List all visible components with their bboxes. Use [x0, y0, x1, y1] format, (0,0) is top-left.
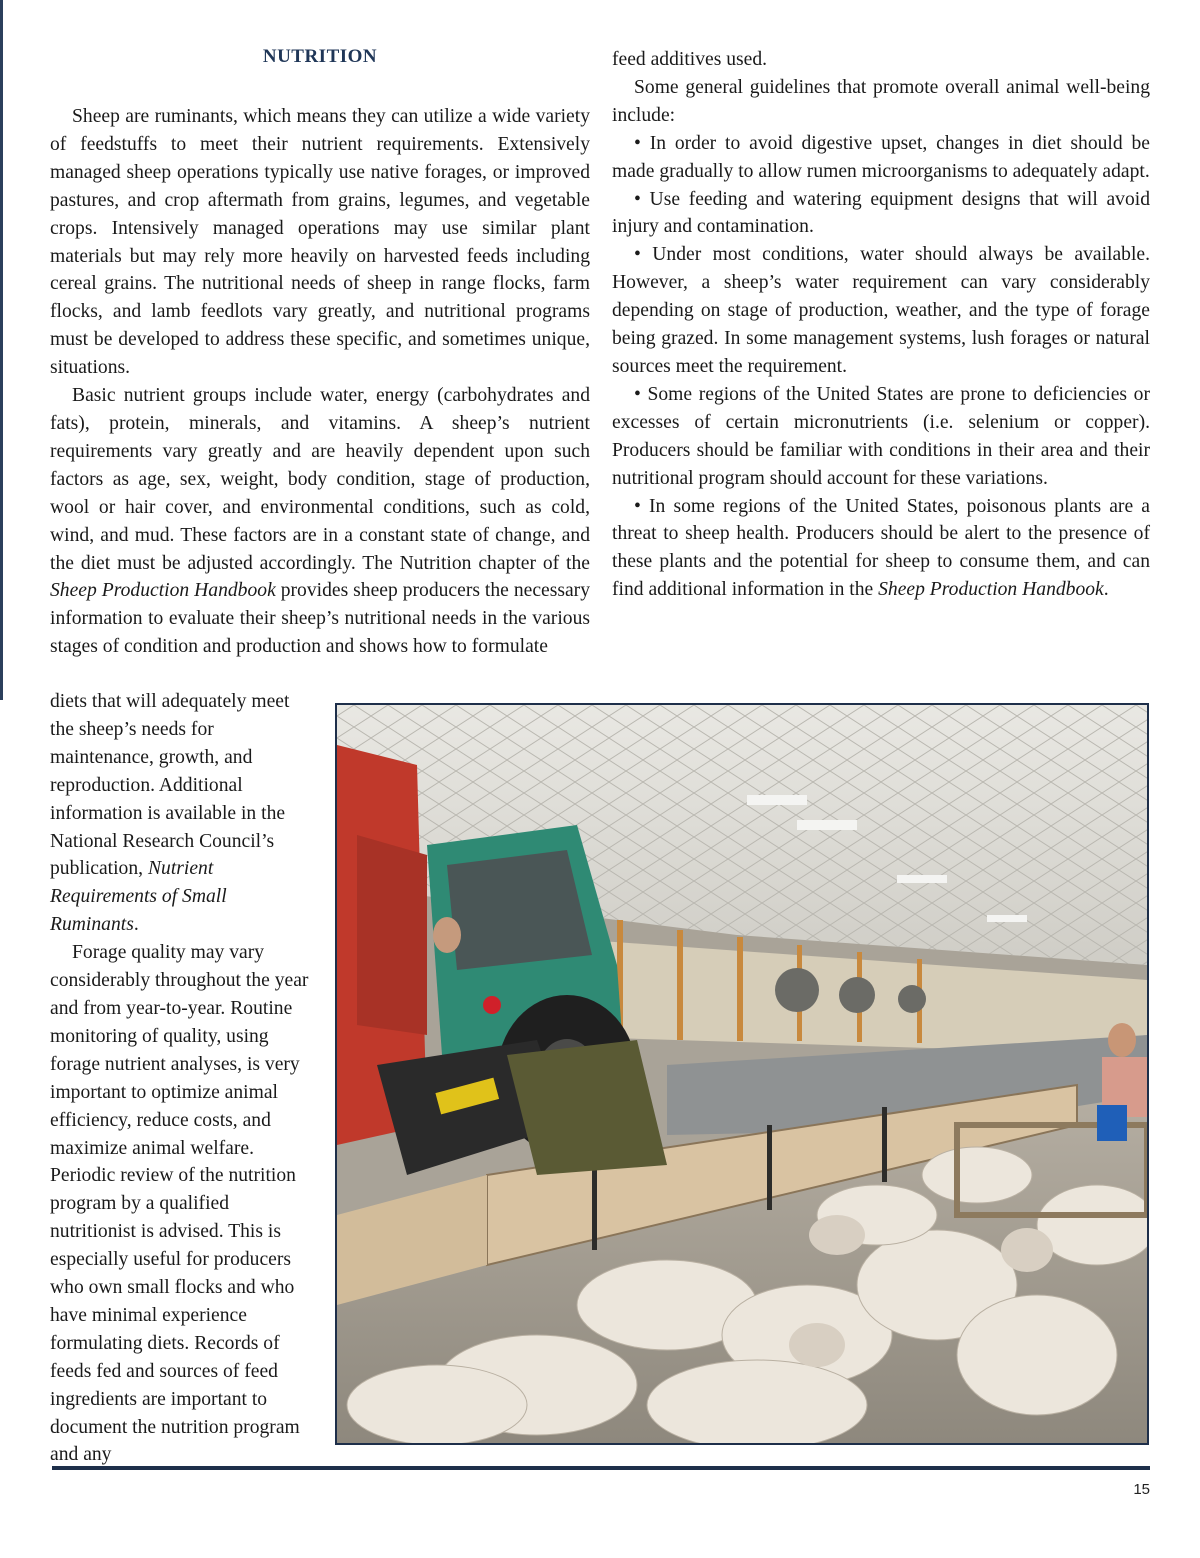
footer-rule: [52, 1466, 1150, 1470]
section-heading: NUTRITION: [262, 46, 378, 67]
paragraph-guidelines-intro: Some general guidelines that promote overall animal well-being include:: [612, 76, 1150, 126]
paragraph-text: • In some regions of the United States, poisonous plants are a threat to sheep health. Producers should be alert to the presence of these plants and the potential for sheep to consume them, and can find additional information in the: [612, 495, 1150, 601]
barn-feeding-photo: [335, 703, 1149, 1445]
guideline-bullet: • Use feeding and watering equipment designs that will avoid injury and contamination.: [612, 188, 1150, 238]
guideline-bullet: • In order to avoid digestive upset, changes in diet should be made gradually to allow rumen microorganisms to adequately adapt.: [612, 132, 1150, 182]
guideline-bullet: • Some regions of the United States are prone to deficiencies or excesses of certain micronutrients (i.e. selenium or copper). Producers should be familiar with conditions in their area and their nutritional program should account for these variations.: [612, 383, 1150, 489]
left-column-narrow: [50, 688, 317, 1469]
paragraph-forage-quality: Forage quality may vary considerably throughout the year and from year-to-year. Routine monitoring of quality, using forage nutrient analyses, is very important to optimize animal efficiency, reduce costs, and maximize animal welfare. Periodic review of the nutrition program by a qualified nutritionist is advised. This is especially useful for producers who own small flocks and who have minimal experience formulating diets. Records of feeds fed and sources of feed ingredients are important to document the nutrition program and any: [50, 942, 309, 1466]
right-column: [612, 46, 1150, 604]
paragraph-continued: [50, 688, 317, 939]
paragraph-text: Basic nutrient groups include water, energy (carbohydrates and fats), protein, minerals, and vitamins. A sheep’s nutrient requirements vary greatly and are heavily dependent upon such factors as age, sex, weight, body condition, stage of production, wool or hair cover, and environmental conditions, such as cold, wind, and mud. These factors are in a constant state of change, and the diet must be adjusted accordingly. The Nutrition chapter of the: [50, 385, 590, 574]
left-column-top: [50, 103, 590, 661]
publication-title: Nutrient Requirements of Small Ruminants: [50, 858, 227, 936]
paragraph-intro: Sheep are ruminants, which means they can utilize a wide variety of feedstuffs to meet their nutrient requirements. Extensively managed sheep operations typically use native forages, or improved pastures, and crop aftermath from grains, legumes, and vegetable crops. Intensively managed operations may use similar plant materials but may rely more heavily on harvested feeds including cereal grains. The nutritional needs of sheep in range flocks, farm flocks, and lamb feedlots vary greatly, and nutritional programs must be developed to address these specific, and sometimes unique, situations.: [50, 106, 590, 379]
page-edge-line: [0, 0, 3, 700]
paragraph-nutrient-groups: [50, 382, 590, 661]
page-number: 15: [1133, 1481, 1150, 1498]
paragraph-continuation: feed additives used.: [612, 49, 768, 70]
paragraph-text: provides sheep producers the necessary information to evaluate their sheep’s nutritional needs in the various stages of condition and production and shows how to formulate: [50, 580, 590, 658]
photo-illustration: [337, 705, 1147, 1443]
paragraph-text: .: [133, 914, 139, 936]
handbook-title: Sheep Production Handbook: [878, 579, 1104, 601]
guideline-bullet: • Under most conditions, water should always be available. However, a sheep’s water requirement can vary considerably depending on stage of production, weather, and the type of forage being grazed. In some management systems, lush forages or natural sources meet the requirement.: [612, 244, 1150, 377]
handbook-title: Sheep Production Handbook: [50, 580, 276, 602]
paragraph-text: .: [1103, 579, 1109, 601]
guideline-bullet: [612, 493, 1150, 605]
paragraph-text: diets that will adequately meet the sheep’s needs for maintenance, growth, and reproduction. Additional information is available in the National Research Council’s publication,: [50, 691, 290, 880]
